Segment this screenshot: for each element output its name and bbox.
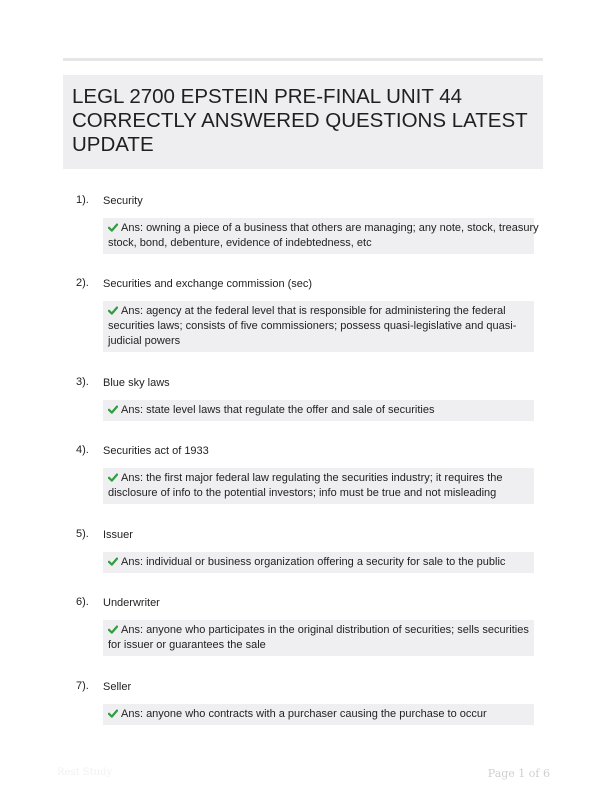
answer-line: securities laws; consists of five commissioners; possess quasi-legislative and quasi- bbox=[108, 320, 517, 332]
question-text: Securities and exchange commission (sec) bbox=[103, 278, 313, 290]
question-text: Issuer bbox=[103, 529, 133, 541]
question-text: Security bbox=[103, 195, 143, 207]
answer-text: Ans: owning a piece of a business that others are managing; any note, stock, treasury bbox=[121, 222, 539, 234]
question-number: 6). bbox=[76, 596, 89, 608]
question-number: 2). bbox=[76, 277, 89, 289]
answer-line bbox=[108, 707, 528, 722]
answer-box bbox=[103, 704, 534, 725]
footer-brand: Rest Study bbox=[57, 767, 113, 778]
question-text: Blue sky laws bbox=[103, 377, 170, 389]
question-number: 3). bbox=[76, 376, 89, 388]
check-icon bbox=[108, 709, 118, 718]
check-icon bbox=[108, 405, 118, 414]
title-line-1: LEGL 2700 EPSTEIN PRE-FINAL UNIT 44 bbox=[72, 85, 463, 108]
answer-box bbox=[103, 400, 534, 421]
title-line-3: UPDATE bbox=[72, 133, 154, 156]
page-indicator: Page 1 of 6 bbox=[487, 767, 550, 780]
answer-line bbox=[108, 623, 528, 638]
answer-line bbox=[108, 555, 528, 570]
answer-line bbox=[108, 403, 528, 418]
question-text: Securities act of 1933 bbox=[103, 445, 209, 457]
question-text: Underwriter bbox=[103, 597, 160, 609]
answer-line: judicial powers bbox=[108, 335, 181, 347]
check-icon bbox=[108, 557, 118, 566]
answer-box bbox=[103, 620, 534, 656]
answer-box bbox=[103, 301, 534, 352]
answer-line: disclosure of info to the potential investors; info must be true and not misleading bbox=[108, 487, 497, 499]
title-line-2: CORRECTLY ANSWERED QUESTIONS LATEST bbox=[72, 109, 528, 132]
question-number: 4). bbox=[76, 444, 89, 456]
question-number: 5). bbox=[76, 528, 89, 540]
answer-line bbox=[108, 221, 539, 236]
check-icon bbox=[108, 223, 118, 232]
answer-text: Ans: state level laws that regulate the offer and sale of securities bbox=[121, 404, 435, 416]
check-icon bbox=[108, 473, 118, 482]
question-number: 1). bbox=[76, 194, 89, 206]
top-divider bbox=[63, 58, 543, 61]
answer-text: Ans: individual or business organization offering a security for sale to the public bbox=[121, 556, 506, 568]
document-title-box bbox=[63, 75, 543, 169]
answer-box bbox=[103, 218, 539, 254]
check-icon bbox=[108, 625, 118, 634]
answer-box bbox=[103, 468, 534, 504]
answer-line: for issuer or guarantees the sale bbox=[108, 639, 266, 651]
answer-text: Ans: anyone who participates in the original distribution of securities; sells securities bbox=[121, 624, 529, 636]
question-number: 7). bbox=[76, 680, 89, 692]
answer-text: Ans: the first major federal law regulating the securities industry; it requires the bbox=[121, 472, 503, 484]
answer-line: stock, bond, debenture, evidence of indebtedness, etc bbox=[108, 237, 372, 249]
answer-line bbox=[108, 471, 528, 486]
question-text: Seller bbox=[103, 681, 132, 693]
answer-box bbox=[103, 552, 534, 573]
answer-line bbox=[108, 304, 528, 319]
check-icon bbox=[108, 306, 118, 315]
answer-text: Ans: agency at the federal level that is responsible for administering the federal bbox=[121, 305, 506, 317]
answer-text: Ans: anyone who contracts with a purchaser causing the purchase to occur bbox=[121, 708, 487, 720]
